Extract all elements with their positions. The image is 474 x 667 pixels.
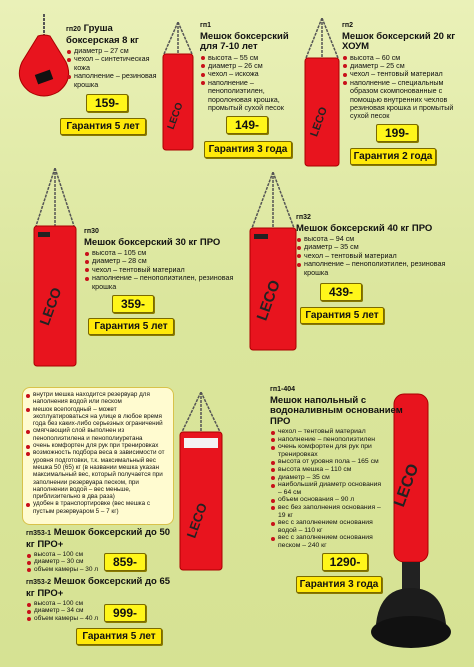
price-tag: 199- xyxy=(376,124,418,142)
pro40-bag-image xyxy=(246,172,300,352)
spec-item: диаметр – 30 см xyxy=(26,558,174,565)
product-title xyxy=(66,24,158,46)
spec-item: диаметр – 28 см xyxy=(84,257,234,265)
info-item: внутри мешка находится резервуар для наполнения водой или песком xyxy=(25,391,169,406)
spec-item: чехол – тентовый материал xyxy=(342,70,460,78)
spec-item: чехол – искожа xyxy=(200,70,298,78)
spec-item: диаметр – 35 см xyxy=(296,243,456,251)
product-name: Мешок боксерский для 7-10 лет xyxy=(200,30,289,52)
spec-item: чехол – тентовый материал xyxy=(84,266,234,274)
spec-item: высота – 94 см xyxy=(296,235,456,243)
product-title xyxy=(342,20,460,53)
spec-item: диаметр – 25 см xyxy=(342,62,460,70)
pro30-bag-image xyxy=(30,168,80,368)
product-code: гп20 xyxy=(66,26,81,33)
product-code: гп353-2 xyxy=(26,579,52,586)
price-tag: 859- xyxy=(104,553,146,571)
product-gp1 xyxy=(200,20,298,112)
product-title xyxy=(26,528,174,550)
spec-item: высота – 100 см xyxy=(26,600,174,607)
product-gp2 xyxy=(342,20,460,121)
warranty-badge: Гарантия 5 лет xyxy=(300,307,384,324)
spec-item: высота от уровня пола – 165 см xyxy=(270,458,386,466)
info-list xyxy=(25,391,169,515)
product-name: Мешок напольный с водоналивным основанием ПРО xyxy=(270,394,403,427)
spec-item: объем камеры – 40 л xyxy=(26,615,174,622)
spec-list xyxy=(296,235,456,277)
product-gp32 xyxy=(296,212,456,277)
product-gp30 xyxy=(84,226,234,291)
spec-item: вес с заполнением основания водой – 110 кг xyxy=(270,519,386,534)
spec-item: вес с заполнением основания песком – 240 кг xyxy=(270,534,386,549)
spec-list xyxy=(84,249,234,291)
product-code: гп30 xyxy=(84,228,99,235)
product-code: гп2 xyxy=(342,22,354,29)
price-tag: 359- xyxy=(112,295,154,313)
svg-text:LECO: LECO xyxy=(253,277,284,323)
spec-item: очень комфортен для рук при тренировках xyxy=(270,443,386,458)
spec-item: диаметр – 35 см xyxy=(270,474,386,482)
product-code: гп1 xyxy=(200,22,212,29)
product-code: гп32 xyxy=(296,214,311,221)
product-name: Мешок боксерский до 50 кг ПРО+ xyxy=(26,527,171,550)
spec-item: объем основания – 90 л xyxy=(270,496,386,504)
spec-item: наполнение – пенополиэтилен, поролоновая крошка, промытый сухой песок xyxy=(200,79,298,113)
warranty-badge: Гарантия 3 года xyxy=(296,576,382,593)
product-name: Груша боксерская 8 кг xyxy=(66,23,139,46)
info-item: очень комфортен для рук при тренировках xyxy=(25,442,169,449)
product-name: Мешок боксерский 30 кг ПРО xyxy=(84,236,221,248)
price-tag: 159- xyxy=(86,94,128,112)
water-bag-image xyxy=(176,392,226,572)
spec-item: диаметр – 26 см xyxy=(200,62,298,70)
spec-list xyxy=(26,600,174,622)
svg-text:LECO: LECO xyxy=(183,500,210,540)
spec-list xyxy=(342,54,460,121)
product-name: Мешок боксерский 20 кг ХОУМ xyxy=(342,30,456,52)
product-gp1-404 xyxy=(270,384,416,550)
product-gp353-1 xyxy=(26,528,174,573)
spec-list xyxy=(200,54,298,113)
spec-item: высота мешка – 110 см xyxy=(270,466,386,474)
spec-item: наполнение – резиновая крошка xyxy=(66,72,158,89)
product-title xyxy=(200,20,298,53)
spec-item: наполнение – специальным образом скомпонованные с помощью внутренних чехлов резиновая крошка и промытый сухой песок xyxy=(342,79,460,121)
warranty-badge: Гарантия 5 лет xyxy=(88,318,174,335)
spec-item: диаметр – 34 см xyxy=(26,607,174,614)
product-title xyxy=(84,226,234,248)
spec-item: наполнение – пенополиэтилен, резиновая крошка xyxy=(84,274,234,291)
info-item: возможность подбора веса в зависимости от уровня подготовки, т.к. максимальный вес мешка 50 (65) кг (в названии мешка указан максимальный вес, который получается при заполнении резервуара песком, при наполнении водой – вес меньше, приблизительно в два раза) xyxy=(25,449,169,500)
spec-item: вес без заполнения основания – 19 кг xyxy=(270,504,386,519)
warranty-badge: Гарантия 5 лет xyxy=(76,628,162,645)
spec-item: чехол – тентовый материал xyxy=(296,252,456,260)
product-name: Мешок боксерский 40 кг ПРО xyxy=(296,222,433,234)
spec-list xyxy=(66,47,158,89)
product-title xyxy=(26,577,174,599)
spec-item: высота – 55 см xyxy=(200,54,298,62)
spec-item: наибольший диаметр основания – 64 см xyxy=(270,481,386,496)
product-code: гп353-1 xyxy=(26,530,52,537)
spec-list xyxy=(26,551,174,573)
product-title xyxy=(296,212,456,234)
spec-item: наполнение – пенополиэтилен xyxy=(270,436,386,444)
spec-item: наполнение – пенополиэтилен, резиновая крошка xyxy=(296,260,456,277)
info-item: смягчающий слой выполнен из пенополиэтилена и пенополиуретана xyxy=(25,427,169,442)
pear-bag-image xyxy=(14,14,74,99)
product-gp353-2 xyxy=(26,577,174,622)
price-tag: 149- xyxy=(226,116,268,134)
warranty-badge: Гарантия 2 года xyxy=(350,148,436,165)
product-code: гп1-404 xyxy=(270,386,296,393)
product-name: Мешок боксерский до 65 кг ПРО+ xyxy=(26,576,171,599)
spec-item: высота – 100 см xyxy=(26,551,174,558)
spec-item: высота – 60 см xyxy=(342,54,460,62)
info-item: мешок всепогодный – может эксплуатироваться на улице в любое время года без каких-либо серьезных ограничений xyxy=(25,406,169,428)
svg-text:LECO: LECO xyxy=(308,105,331,139)
spec-item: высота – 105 см xyxy=(84,249,234,257)
spec-item: чехол – тентовый материал xyxy=(270,428,386,436)
price-tag: 999- xyxy=(104,604,146,622)
spec-item: объем камеры – 30 л xyxy=(26,566,174,573)
bag-logo: LECO xyxy=(165,101,186,132)
product-gp20 xyxy=(66,24,158,89)
warranty-badge: Гарантия 3 года xyxy=(204,141,292,158)
svg-text:LECO: LECO xyxy=(391,461,423,510)
price-tag: 1290- xyxy=(322,553,368,571)
spec-item: чехол – синтетическая кожа xyxy=(66,55,158,72)
home-bag-image xyxy=(300,18,344,168)
kids-bag-image xyxy=(158,22,198,152)
price-tag: 439- xyxy=(320,283,362,301)
spec-item: диаметр – 27 см xyxy=(66,47,158,55)
water-bag-info-box xyxy=(22,387,174,525)
svg-text:LECO: LECO xyxy=(36,285,65,328)
product-title xyxy=(270,384,416,427)
info-item: удобен в транспортировке (вес мешка с пустым резервуаром 5 – 7 кг) xyxy=(25,500,169,515)
warranty-badge: Гарантия 5 лет xyxy=(60,118,146,135)
spec-list xyxy=(270,428,386,550)
